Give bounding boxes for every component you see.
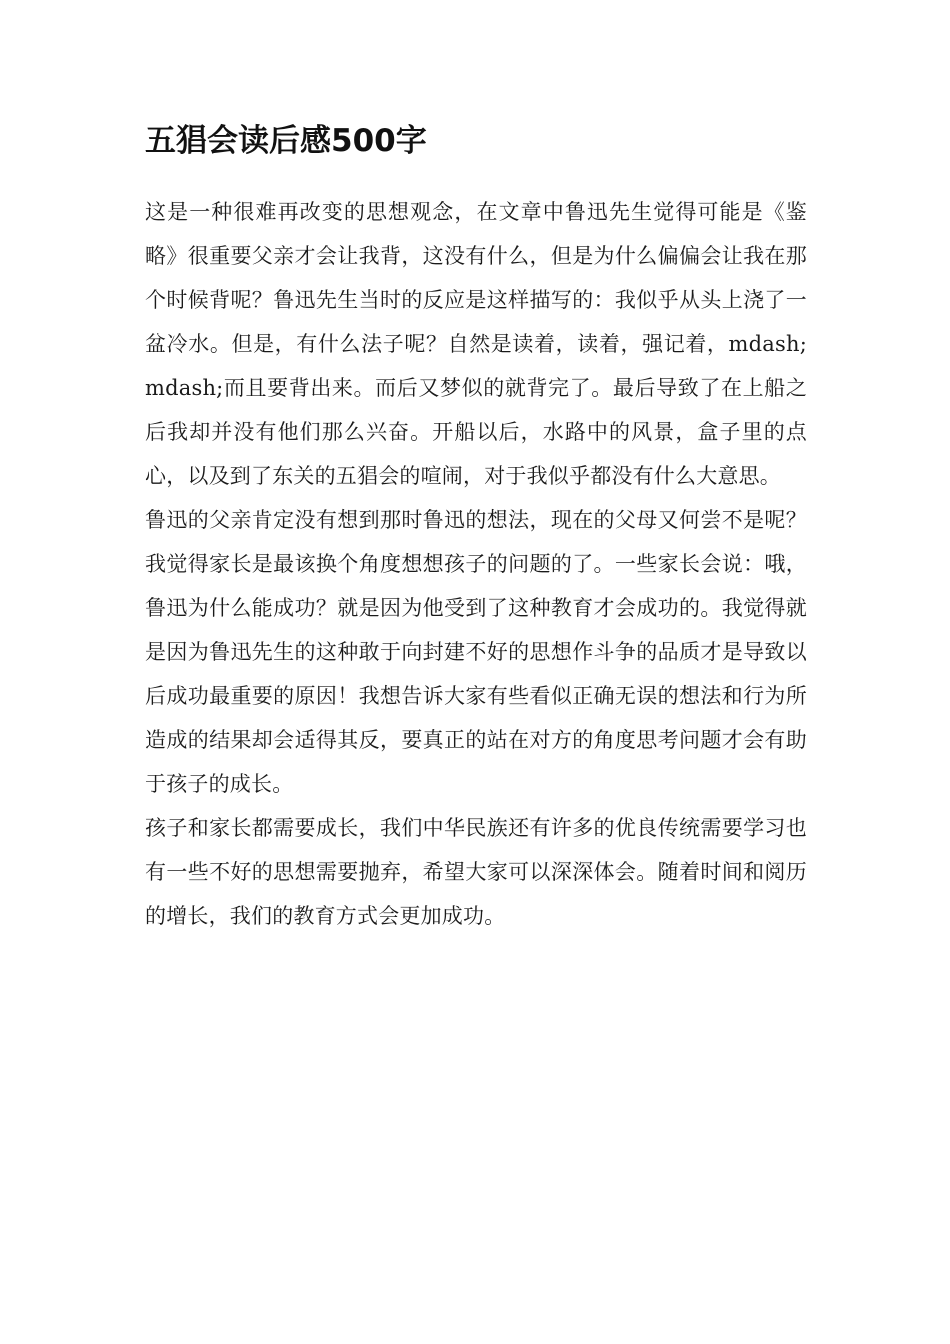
paragraph-2: 鲁迅的父亲肯定没有想到那时鲁迅的想法，现在的父母又何尝不是呢？我觉得家长是最该换个角度想想孩子的问题的了。一些家长会说：哦，鲁迅为什么能成功？就是因为他受到了这种教育才会成功的。我觉得就是因为鲁迅先生的这种敢于向封建不好的思想作斗争的品质才是导致以后成功最重要的原因！我想告诉大家有些看似正确无误的想法和行为所造成的结果却会适得其反，要真正的站在对方的角度思考问题才会有助于孩子的成长。 bbox=[145, 508, 807, 796]
document-title: 五猖会读后感500字 bbox=[145, 123, 427, 159]
paragraph-1: 这是一种很难再改变的思想观念，在文章中鲁迅先生觉得可能是《鉴略》很重要父亲才会让我背，这没有什么，但是为什么偏偏会让我在那个时候背呢？鲁迅先生当时的反应是这样描写的：我似乎从头上浇了一盆冷水。但是，有什么法子呢？自然是读着，读着，强记着，mdash;mdash;而且要背出来。而后又梦似的就背完了。最后导致了在上船之后我却并没有他们那么兴奋。开船以后，水路中的风景，盒子里的点心，以及到了东关的五猖会的喧闹，对于我似乎都没有什么大意思。 bbox=[145, 200, 807, 488]
document-body bbox=[145, 190, 807, 938]
paragraph-3: 孩子和家长都需要成长，我们中华民族还有许多的优良传统需要学习也有一些不好的思想需要抛弃，希望大家可以深深体会。随着时间和阅历的增长，我们的教育方式会更加成功。 bbox=[145, 816, 807, 928]
